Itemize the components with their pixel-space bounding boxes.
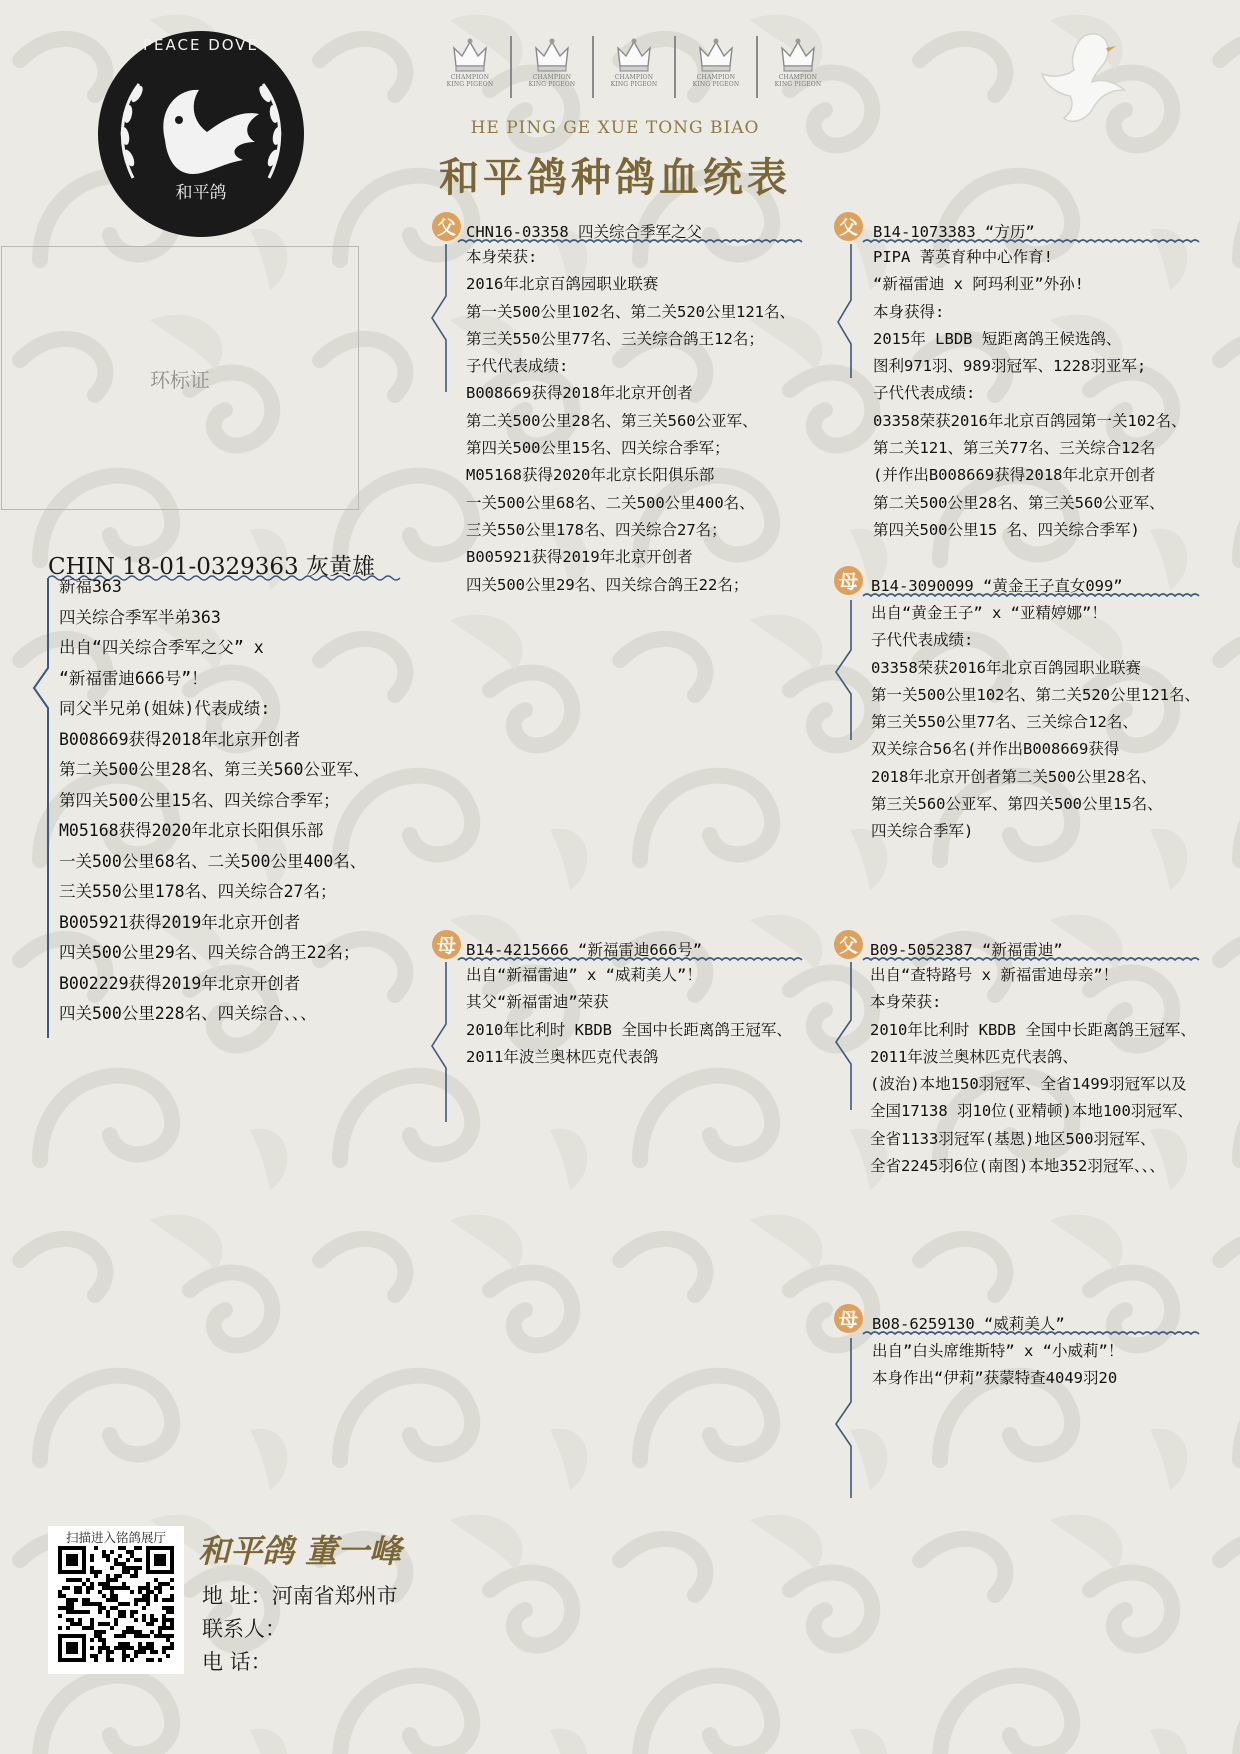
- detail-line: 三关550公里178名、四关综合27名；: [466, 520, 727, 539]
- detail-line: 第三关560公亚军、第四关500公里15名、: [871, 795, 1163, 814]
- detail-line: (波治)本地150羽冠军、全省1499羽冠军以及: [870, 1075, 1187, 1094]
- dam-badge: 母: [432, 930, 461, 959]
- detail-line: 2010年比利时 KBDB 全国中长距离鸽王冠军、: [870, 1020, 1196, 1039]
- detail-line: 子代代表成绩:: [871, 631, 974, 650]
- sire-sire-badge: 父: [834, 212, 863, 241]
- brand-text: 和平鸽 董一峰: [198, 1532, 402, 1570]
- crown-caption: KING PIGEON: [692, 81, 740, 88]
- detail-line: B008669获得2018年北京开创者: [59, 729, 301, 749]
- detail-line: 其父“新福雷迪”荣获: [466, 993, 609, 1012]
- dam-title: B14-4215666 “新福雷迪666号”: [466, 941, 703, 959]
- qr-code-icon[interactable]: [58, 1546, 174, 1662]
- detail-line: 第二关500公里28名、第三关560公亚军、: [59, 760, 370, 779]
- sire-dam-badge: 母: [834, 566, 863, 595]
- page-title: 和平鸽种鸽血统表: [439, 154, 791, 201]
- phone-row: [202, 1646, 272, 1676]
- sire-sire-title: B14-1073383 “方历”: [873, 223, 1035, 241]
- detail-line: 全国17138 羽10位(亚精顿)本地100羽冠军、: [870, 1102, 1193, 1121]
- detail-line: “新福雷迪 x 阿玛利亚”外孙!: [873, 275, 1084, 294]
- detail-line: B008669获得2018年北京开创者: [466, 384, 693, 403]
- detail-line: 2010年比利时 KBDB 全国中长距离鸽王冠军、: [466, 1020, 792, 1039]
- qr-card[interactable]: [48, 1526, 184, 1674]
- main-bird-ring: CHIN 18-01-0329363 灰黄雄: [48, 554, 375, 580]
- detail-line: 第二关121、第三关77名、三关综合12名: [873, 439, 1156, 458]
- contact-label: 联系人：: [202, 1617, 286, 1641]
- title-pinyin: HE PING GE XUE TONG BIAO: [470, 118, 760, 138]
- dam-sire-title: B09-5052387 “新福雷迪”: [870, 941, 1063, 959]
- contact-row: [202, 1613, 286, 1643]
- detail-line: 出自“新福雷迪” x “威莉美人”！: [466, 966, 702, 984]
- logo-ring-text: PEACE DOVE: [142, 36, 260, 54]
- detail-line: 出自”白头席维斯特” x “小威莉”！: [872, 1342, 1124, 1360]
- detail-line: 双关综合56名(并作出B008669获得: [871, 740, 1120, 759]
- address-label: 地 址：: [202, 1584, 272, 1608]
- detail-line: 子代代表成绩:: [466, 357, 569, 376]
- detail-line: 2011年波兰奥林匹克代表鸽: [466, 1047, 659, 1066]
- detail-line: 第四关500公里15名、四关综合季军；: [466, 439, 730, 458]
- sire-title: CHN16-03358 四关综合季军之父: [466, 223, 702, 241]
- detail-line: 03358荣获2016年北京百鸽园职业联赛: [871, 658, 1141, 677]
- detail-line: 全省2245羽6位(南图)本地352羽冠军、、、: [870, 1157, 1165, 1176]
- detail-line: 一关500公里68名、二关500公里400名、: [59, 851, 367, 871]
- detail-line: 03358荣获2016年北京百鸽园第一关102名、: [873, 411, 1187, 430]
- dam-dam-title: B08-6259130 “威莉美人”: [872, 1315, 1065, 1333]
- sire-badge: 父: [432, 212, 461, 241]
- crown-caption: CHAMPION: [778, 74, 818, 81]
- detail-line: 同父半兄弟(姐妹)代表成绩:: [59, 699, 271, 718]
- detail-line: 第二关500公里28名、第三关560公亚军、: [466, 411, 758, 430]
- detail-line: 全省1133羽冠军(基恩)地区500羽冠军、: [870, 1129, 1156, 1148]
- detail-line: 四关500公里29名、四关综合鸽王22名；: [466, 575, 749, 594]
- detail-line: 本身荣获:: [466, 248, 538, 266]
- detail-line: 本身作出“伊莉”获蒙特查4049羽20: [872, 1369, 1118, 1388]
- detail-line: 第一关500公里102名、第二关520公里121名、: [466, 302, 795, 321]
- detail-line: 第二关500公里28名、第三关560公亚军、: [873, 493, 1165, 512]
- crown-caption: KING PIGEON: [446, 81, 494, 88]
- detail-line: 第四关500公里15 名、四关综合季军): [873, 520, 1140, 539]
- detail-line: 本身荣获:: [870, 993, 942, 1012]
- detail-line: 2018年北京开创者第二关500公里28名、: [871, 767, 1157, 786]
- detail-line: M05168获得2020年北京长阳俱乐部: [59, 821, 324, 840]
- ring-certificate-label: 环标证: [150, 367, 210, 392]
- detail-line: 出自“查特路号 x 新福雷迪母亲”！: [870, 966, 1119, 984]
- logo-inner-text: 和平鸽: [175, 183, 227, 203]
- address-value: 河南省郑州市: [271, 1584, 398, 1608]
- detail-line: 2015年 LBDB 短距离鸽王候选鸽、: [873, 329, 1122, 348]
- crown-caption: CHAMPION: [614, 74, 654, 81]
- brand-signature: [198, 1528, 438, 1572]
- qr-label: 扫描进入铭鸽展厅: [65, 1530, 166, 1545]
- detail-line: B002229获得2019年北京开创者: [59, 973, 301, 993]
- crown-caption: CHAMPION: [450, 74, 490, 81]
- detail-line: 2016年北京百鸽园职业联赛: [466, 275, 659, 294]
- detail-line: 第三关550公里77名、三关综合鸽王12名；: [466, 329, 764, 348]
- detail-line: “新福雷迪666号”！: [59, 668, 208, 688]
- dam-dam-badge: 母: [834, 1304, 863, 1333]
- crown-caption: KING PIGEON: [774, 81, 822, 88]
- detail-line: (并作出B008669获得2018年北京开创者: [873, 466, 1156, 485]
- detail-line: PIPA 菁英育种中心作育!: [873, 248, 1053, 266]
- sire-dam-title: B14-3090099 “黄金王子直女099”: [871, 577, 1123, 595]
- detail-line: B005921获得2019年北京开创者: [59, 912, 301, 932]
- detail-line: 图利971羽、989羽冠军、1228羽亚军;: [873, 357, 1147, 376]
- detail-line: 第一关500公里102名、第二关520公里121名、: [871, 685, 1200, 704]
- detail-line: 第四关500公里15名、四关综合季军；: [59, 790, 340, 810]
- detail-line: 一关500公里68名、二关500公里400名、: [466, 493, 755, 512]
- detail-line: 四关综合季军半弟363: [59, 607, 221, 627]
- detail-line: 子代代表成绩:: [873, 384, 976, 403]
- detail-line: 出自“四关综合季军之父” x: [59, 638, 264, 657]
- detail-line: 四关500公里29名、四关综合鸽王22名；: [59, 943, 360, 962]
- detail-line: M05168获得2020年北京长阳俱乐部: [466, 466, 715, 485]
- detail-line: 四关500公里228名、四关综合、、、: [59, 1004, 317, 1023]
- detail-line: 三关550公里178名、四关综合27名；: [59, 882, 337, 901]
- detail-line: 第三关550公里77名、三关综合12名、: [871, 713, 1138, 732]
- crown-caption: KING PIGEON: [528, 81, 576, 88]
- detail-line: 本身获得:: [873, 302, 945, 321]
- crown-caption: KING PIGEON: [610, 81, 658, 88]
- dam-sire-badge: 父: [834, 930, 863, 959]
- crown-caption: CHAMPION: [532, 74, 572, 81]
- detail-line: 2011年波兰奥林匹克代表鸽、: [870, 1047, 1078, 1066]
- crown-caption: CHAMPION: [696, 74, 736, 81]
- detail-line: B005921获得2019年北京开创者: [466, 548, 693, 567]
- phone-label: 电 话：: [202, 1650, 272, 1674]
- detail-line: 出自“黄金王子” x “亚精婷娜”！: [871, 604, 1107, 622]
- detail-line: 新福363: [59, 577, 122, 596]
- address-row: [202, 1580, 398, 1610]
- detail-line: 四关综合季军): [871, 822, 974, 841]
